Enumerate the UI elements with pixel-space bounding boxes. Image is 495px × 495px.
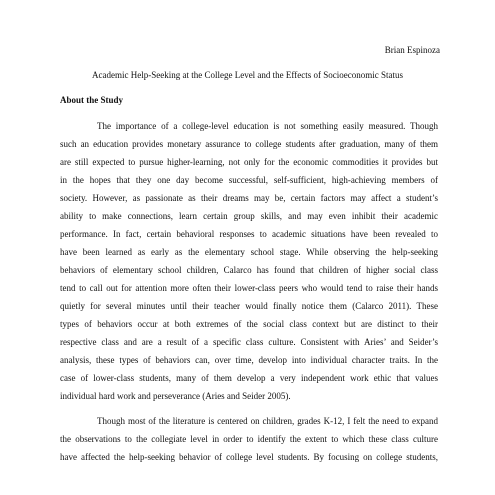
author-name: Brian Espinoza bbox=[384, 45, 440, 55]
paragraph-1-line-12: types of behaviors occur at both extremes of the social class context but are distinct to their bbox=[60, 319, 438, 329]
paragraph-1-line-10: tend to call out for attention more often their lower-class peers who would tend to raise their hands bbox=[60, 283, 438, 293]
paragraph-1-line-6: ability to make connections, learn certain group skills, and may even inhibit their academic bbox=[60, 211, 438, 221]
paragraph-1-line-15: case of lower-class students, many of them develop a very independent work ethic that values bbox=[60, 373, 438, 383]
paragraph-2-line-3: have affected the help-seeking behavior of college level students. By focusing on college students, bbox=[60, 452, 438, 462]
paragraph-1-line-14: analysis, these types of behaviors can, over time, develop into individual character traits. In the bbox=[60, 355, 438, 365]
paragraph-1-line-1: The importance of a college-level education is not something easily measured. Though bbox=[97, 121, 438, 131]
paragraph-1-line-11: quietly for several minutes until their teacher would finally notice them (Calarco 2011). These bbox=[60, 301, 438, 311]
paragraph-1-line-4: in the hopes that they one day become successful, self-sufficient, high-achieving members of bbox=[60, 175, 438, 185]
paragraph-1-line-2: such an education provides monetary assurance to college students after graduation, many of them bbox=[60, 139, 438, 149]
paragraph-1-line-8: have been learned as early as the elementary school stage. While observing the help-seeking bbox=[60, 247, 438, 257]
paragraph-2-line-1: Though most of the literature is centered on children, grades K-12, I felt the need to expand bbox=[97, 416, 438, 426]
paragraph-1-line-13: respective class and are a result of a specific class culture. Consistent with Aries’ and Seider’s bbox=[60, 337, 438, 347]
document-title: Academic Help-Seeking at the College Level and the Effects of Socioeconomic Status bbox=[92, 70, 403, 80]
paragraph-1-line-7: performance. In fact, certain behavioral responses to academic situations have been revealed to bbox=[60, 229, 438, 239]
paragraph-1-line-3: are still expected to pursue higher-learning, not only for the economic commodities it provides but bbox=[60, 157, 438, 167]
paragraph-2-line-2: the observations to the collegiate level in order to identify the extent to which these class culture bbox=[60, 434, 438, 444]
paragraph-1-line-5: society. However, as passionate as their dreams may be, certain factors may affect a student’s bbox=[60, 193, 438, 203]
paragraph-1-line-9: behaviors of elementary school children, Calarco has found that children of higher social class bbox=[60, 265, 438, 275]
paragraph-1-line-16: individual hard work and perseverance (Aries and Seider 2005). bbox=[60, 391, 291, 401]
section-heading: About the Study bbox=[60, 95, 124, 105]
